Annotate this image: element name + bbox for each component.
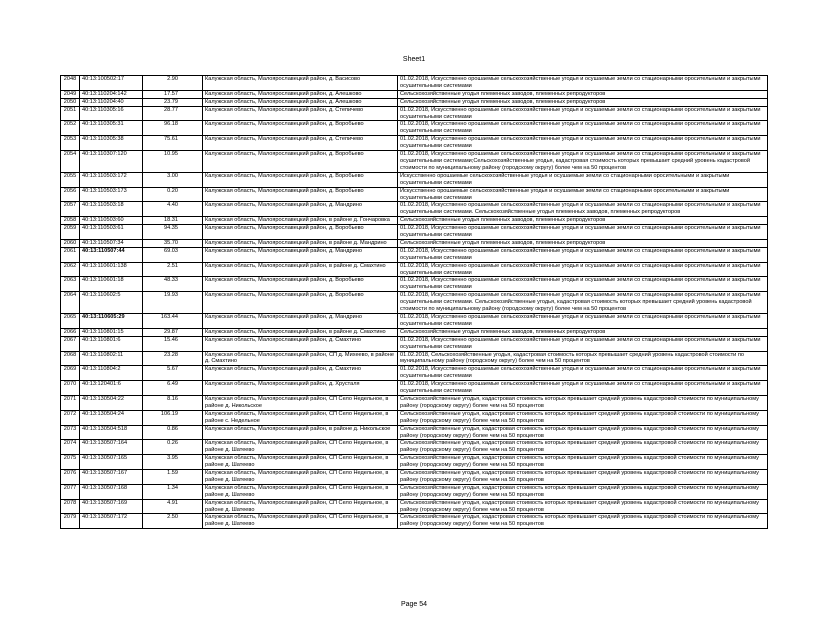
address-cell: Калужская область, Малоярославецкий район, д. Воробьево [203, 187, 398, 202]
table-row [61, 292, 768, 314]
description-cell: Сельскохозяйственные угодья, кадастровая стоимость которых превышает средний уровень кадастровой стоимости по муниципальному району (городскому округу) более чем на 50 процентов [398, 395, 768, 410]
table-row [61, 395, 768, 410]
area-cell: 10.95 [143, 151, 203, 173]
address-cell: Калужская область, Малоярославецкий район, д. Мандрино [203, 247, 398, 262]
table-row [61, 381, 768, 396]
table-row [61, 277, 768, 292]
row-number-cell: 2065 [61, 314, 80, 329]
cadastral-number-cell: 40:13:130507:172 [80, 514, 143, 529]
row-number-cell: 2075 [61, 455, 80, 470]
cadastral-number-cell: 40:13:130504:24 [80, 410, 143, 425]
address-cell: Калужская область, Малоярославецкий район, СП Село Недельное, в районе д. Шатеево [203, 499, 398, 514]
area-cell: 2.90 [143, 76, 203, 91]
row-number-cell: 2071 [61, 395, 80, 410]
cadastral-number-cell: 40:13:130507:167 [80, 470, 143, 485]
description-cell: Сельскохозяйственные угодья, кадастровая стоимость которых превышает средний уровень кадастровой стоимости по муниципальному району (городскому округу) более чем на 50 процентов [398, 514, 768, 529]
row-number-cell: 2056 [61, 187, 80, 202]
address-cell: Калужская область, Малоярославецкий район, д. Мандрино [203, 202, 398, 217]
cadastral-number-cell: 40:13:110305:16 [80, 106, 143, 121]
description-cell: Сельскохозяйственные угодья, кадастровая стоимость которых превышает средний уровень кадастровой стоимости по муниципальному району (городскому округу) более чем на 50 процентов [398, 484, 768, 499]
cadastral-number-cell: 40:13:110507:34 [80, 239, 143, 247]
row-number-cell: 2048 [61, 76, 80, 91]
cadastral-number-cell: 40:13:130507:164 [80, 440, 143, 455]
table-body [61, 76, 768, 529]
table-row [61, 499, 768, 514]
row-number-cell: 2066 [61, 328, 80, 336]
description-cell: Сельскохозяйственные угодья, кадастровая стоимость которых превышает средний уровень кадастровой стоимости по муниципальному району (городскому округу) более чем на 50 процентов [398, 470, 768, 485]
address-cell: Калужская область, Малоярославецкий район, д. Мандрино [203, 314, 398, 329]
description-cell: Сельскохозяйственные угодья, кадастровая стоимость которых превышает средний уровень кадастровой стоимости по муниципальному району (городскому округу) более чем на 50 процентов [398, 455, 768, 470]
area-cell: 94.35 [143, 225, 203, 240]
address-cell: Калужская область, Малоярославецкий район, д. Воробьево [203, 172, 398, 187]
address-cell: Калужская область, Малоярославецкий район, д. Воробьево [203, 277, 398, 292]
row-number-cell: 2060 [61, 239, 80, 247]
area-cell: 0.26 [143, 440, 203, 455]
cadastral-number-cell: 40:13:110503:173 [80, 187, 143, 202]
description-cell: Сельскохозяйственные угодья племенных заводов, племенных репродукторов [398, 239, 768, 247]
description-cell: 01.02.2018, Искусственно орошаемые сельскохозяйственные угодья и осушаемые земли со стационарными оросительными и закрытыми осушительными системами [398, 381, 768, 396]
description-cell: 01.02.2018, Искусственно орошаемые сельскохозяйственные угодья и осушаемые земли со стационарными оросительными и закрытыми осушительными системами;Сельскохозяйственные угодья, кадастровая стоимость которых превышает средний уровень кадастровой стоимости по муниципальному району (городскому округу) более чем на 50 процентов [398, 151, 768, 173]
row-number-cell: 2062 [61, 262, 80, 277]
address-cell: Калужская область, Малоярославецкий район, д. Хрусталя [203, 381, 398, 396]
area-cell: 23.79 [143, 98, 203, 106]
row-number-cell: 2070 [61, 381, 80, 396]
cadastral-number-cell: 40:13:130504:22 [80, 395, 143, 410]
row-number-cell: 2052 [61, 121, 80, 136]
description-cell: Сельскохозяйственные угодья племенных заводов, племенных репродукторов [398, 90, 768, 98]
address-cell: Калужская область, Малоярославецкий район, д. Смахтино [203, 336, 398, 351]
area-cell: 75.61 [143, 136, 203, 151]
cadastral-number-cell: 40:13:110307:120 [80, 151, 143, 173]
table-row [61, 76, 768, 91]
area-cell: 6.49 [143, 381, 203, 396]
address-cell: Калужская область, Малоярославецкий район, д. Смахтино [203, 366, 398, 381]
description-cell: 01.02.2018, Искусственно орошаемые сельскохозяйственные угодья и осушаемые земли со стационарными оросительными и закрытыми осушительными системами [398, 76, 768, 91]
area-cell: 2.51 [143, 262, 203, 277]
area-cell: 19.93 [143, 292, 203, 314]
address-cell: Калужская область, Малоярославецкий район, в районе д. Мандрино [203, 239, 398, 247]
table-row [61, 98, 768, 106]
row-number-cell: 2067 [61, 336, 80, 351]
row-number-cell: 2055 [61, 172, 80, 187]
area-cell: 0.20 [143, 187, 203, 202]
cadastral-number-cell: 40:13:110503:60 [80, 217, 143, 225]
address-cell: Калужская область, Малоярославецкий район, в районе д. Гончаровка [203, 217, 398, 225]
page-number: Page 54 [400, 601, 428, 608]
address-cell: Калужская область, Малоярославецкий район, д. Алешково [203, 98, 398, 106]
cadastral-number-cell: 40:13:110605:29 [80, 314, 143, 329]
address-cell: Калужская область, Малоярославецкий район, д. Воробьево [203, 292, 398, 314]
cadastral-number-cell: 40:13:110503:172 [80, 172, 143, 187]
description-cell: Сельскохозяйственные угодья, кадастровая стоимость которых превышает средний уровень кадастровой стоимости по муниципальному району (городскому округу) более чем на 50 процентов [398, 410, 768, 425]
table-row [61, 172, 768, 187]
cadastral-number-cell: 40:13:130504:518 [80, 425, 143, 440]
row-number-cell: 2074 [61, 440, 80, 455]
cadastral-number-cell: 40:13:110802:11 [80, 351, 143, 366]
cadastral-number-cell: 40:13:110602:5 [80, 292, 143, 314]
cadastral-number-cell: 40:13:110503:18 [80, 202, 143, 217]
area-cell: 69.03 [143, 247, 203, 262]
table-row [61, 187, 768, 202]
description-cell: 01.02.2018, Искусственно орошаемые сельскохозяйственные угодья и осушаемые земли со стационарными оросительными и закрытыми осушительными системами [398, 247, 768, 262]
address-cell: Калужская область, Малоярославецкий район, д. Степичево [203, 136, 398, 151]
row-number-cell: 2063 [61, 277, 80, 292]
cadastral-number-cell: 40:13:110305:38 [80, 136, 143, 151]
cadastral-number-cell: 40:13:110801:6 [80, 336, 143, 351]
row-number-cell: 2072 [61, 410, 80, 425]
cadastral-number-cell: 40:13:130507:165 [80, 455, 143, 470]
table-row [61, 121, 768, 136]
description-cell: Искусственно орошаемые сельскохозяйственные угодья и осушаемые земли со стационарными оросительными и закрытыми осушительными системами [398, 187, 768, 202]
address-cell: Калужская область, Малоярославецкий район, д. Воробьево [203, 225, 398, 240]
address-cell: Калужская область, Малоярославецкий район, д. Воробьево [203, 151, 398, 173]
row-number-cell: 2049 [61, 90, 80, 98]
table-row [61, 239, 768, 247]
cadastral-number-cell: 40:13:110801:15 [80, 328, 143, 336]
address-cell: Калужская область, Малоярославецкий район, в районе д. Никольское [203, 425, 398, 440]
address-cell: Калужская область, Малоярославецкий район, СП Село Недельное, в районе с. Недельное [203, 410, 398, 425]
table-row [61, 440, 768, 455]
row-number-cell: 2068 [61, 351, 80, 366]
address-cell: Калужская область, Малоярославецкий район, СП Село Недельное, в районе д. Шатеево [203, 440, 398, 455]
row-number-cell: 2077 [61, 484, 80, 499]
table-row [61, 90, 768, 98]
table-row [61, 262, 768, 277]
description-cell: Сельскохозяйственные угодья, кадастровая стоимость которых превышает средний уровень кадастровой стоимости по муниципальному району (городскому округу) более чем на 50 процентов [398, 425, 768, 440]
description-cell: 01.02.2018, Искусственно орошаемые сельскохозяйственные угодья и осушаемые земли со стационарными оросительными и закрытыми осушительными системами [398, 262, 768, 277]
table-row [61, 336, 768, 351]
area-cell: 35.70 [143, 239, 203, 247]
row-number-cell: 2050 [61, 98, 80, 106]
table-row [61, 410, 768, 425]
description-cell: 01.02.2018, Искусственно орошаемые сельскохозяйственные угодья и осушаемые земли со стационарными оросительными и закрытыми осушительными системами [398, 366, 768, 381]
area-cell: 0.86 [143, 425, 203, 440]
description-cell: 01.02.2018, Искусственно орошаемые сельскохозяйственные угодья и осушаемые земли со стационарными оросительными и закрытыми осушительными системами [398, 336, 768, 351]
table-row [61, 106, 768, 121]
table-row [61, 247, 768, 262]
cadastral-number-cell: 40:13:110204:142 [80, 90, 143, 98]
cadastral-number-cell: 40:13:130507:168 [80, 484, 143, 499]
description-cell: Сельскохозяйственные угодья племенных заводов, племенных репродукторов [398, 328, 768, 336]
address-cell: Калужская область, Малоярославецкий район, СП Село Недельное, в районе д. Шатеево [203, 470, 398, 485]
table-row [61, 217, 768, 225]
area-cell: 28.77 [143, 106, 203, 121]
row-number-cell: 2064 [61, 292, 80, 314]
area-cell: 15.46 [143, 336, 203, 351]
cadastral-number-cell: 40:13:110204:40 [80, 98, 143, 106]
cadastral-number-cell: 40:13:110804:2 [80, 366, 143, 381]
table-row [61, 484, 768, 499]
row-number-cell: 2053 [61, 136, 80, 151]
table-row [61, 151, 768, 173]
cadastral-number-cell: 40:13:110601:138 [80, 262, 143, 277]
cadastral-number-cell: 40:13:110507:44 [80, 247, 143, 262]
row-number-cell: 2073 [61, 425, 80, 440]
area-cell: 3.95 [143, 455, 203, 470]
row-number-cell: 2079 [61, 514, 80, 529]
row-number-cell: 2078 [61, 499, 80, 514]
address-cell: Калужская область, Малоярославецкий район, в районе д. Смахтино [203, 328, 398, 336]
row-number-cell: 2069 [61, 366, 80, 381]
table-row [61, 425, 768, 440]
table-row [61, 225, 768, 240]
cadastral-number-cell: 40:13:110503:61 [80, 225, 143, 240]
area-cell: 2.50 [143, 514, 203, 529]
land-registry-table [60, 75, 768, 529]
area-cell: 1.59 [143, 470, 203, 485]
area-cell: 96.18 [143, 121, 203, 136]
row-number-cell: 2054 [61, 151, 80, 173]
description-cell: 01.02.2018, Искусственно орошаемые сельскохозяйственные угодья и осушаемые земли со стационарными оросительными и закрытыми осушительными системами [398, 225, 768, 240]
description-cell: Искусственно орошаемые сельскохозяйственные угодья и осушаемые земли со стационарными оросительными и закрытыми осушительными системами [398, 172, 768, 187]
row-number-cell: 2061 [61, 247, 80, 262]
address-cell: Калужская область, Малоярославецкий район, СП д. Михеево, в районе д. Смахтино [203, 351, 398, 366]
cadastral-number-cell: 40:13:130507:169 [80, 499, 143, 514]
description-cell: 01.02.2018, Искусственно орошаемые сельскохозяйственные угодья и осушаемые земли со стационарными оросительными и закрытыми осушительными системами [398, 314, 768, 329]
row-number-cell: 2057 [61, 202, 80, 217]
description-cell: 01.02.2018, Искусственно орошаемые сельскохозяйственные угодья и осушаемые земли со стационарными оросительными и закрытыми осушительными системами [398, 136, 768, 151]
cadastral-number-cell: 40:13:120401:6 [80, 381, 143, 396]
row-number-cell: 2076 [61, 470, 80, 485]
description-cell: 01.02.2018, Искусственно орошаемые сельскохозяйственные угодья и осушаемые земли со стационарными оросительными и закрытыми осушительными системами [398, 277, 768, 292]
area-cell: 4.40 [143, 202, 203, 217]
sheet-title: Sheet1 [402, 56, 426, 63]
table-row [61, 351, 768, 366]
area-cell: 23.28 [143, 351, 203, 366]
row-number-cell: 2058 [61, 217, 80, 225]
row-number-cell: 2059 [61, 225, 80, 240]
row-number-cell: 2051 [61, 106, 80, 121]
area-cell: 1.34 [143, 484, 203, 499]
description-cell: 01.02.2018, Искусственно орошаемые сельскохозяйственные угодья и осушаемые земли со стационарными оросительными и закрытыми осушительными системами [398, 106, 768, 121]
address-cell: Калужская область, Малоярославецкий район, в районе д. Смахтино [203, 262, 398, 277]
description-cell: Сельскохозяйственные угодья, кадастровая стоимость которых превышает средний уровень кадастровой стоимости по муниципальному району (городскому округу) более чем на 50 процентов [398, 499, 768, 514]
area-cell: 106.19 [143, 410, 203, 425]
address-cell: Калужская область, Малоярославецкий район, д. Степичево [203, 106, 398, 121]
table-row [61, 314, 768, 329]
address-cell: Калужская область, Малоярославецкий район, СП Село Недельное, в районе д. Шатеево [203, 484, 398, 499]
address-cell: Калужская область, Малоярославецкий район, д. Алешково [203, 90, 398, 98]
table-row [61, 366, 768, 381]
area-cell: 48.33 [143, 277, 203, 292]
description-cell: 01.02.2018, Сельскохозяйственные угодья, кадастровая стоимость которых превышает средний уровень кадастровой стоимости по муниципальному району (городскому округу) более чем на 50 процентов [398, 351, 768, 366]
description-cell: Сельскохозяйственные угодья племенных заводов, племенных репродукторов [398, 98, 768, 106]
address-cell: Калужская область, Малоярославецкий район, д. Воробьево [203, 121, 398, 136]
area-cell: 18.31 [143, 217, 203, 225]
cadastral-number-cell: 40:13:110305:31 [80, 121, 143, 136]
table-row [61, 470, 768, 485]
cadastral-number-cell: 40:13:110601:18 [80, 277, 143, 292]
address-cell: Калужская область, Малоярославецкий район, СП Село Недельное, в районе д. Шатеево [203, 514, 398, 529]
area-cell: 29.87 [143, 328, 203, 336]
table-row [61, 514, 768, 529]
table-row [61, 136, 768, 151]
description-cell: 01.02.2018, Искусственно орошаемые сельскохозяйственные угодья и осушаемые земли со стационарными оросительными и закрытыми осушительными системами [398, 121, 768, 136]
description-cell: 01.02.2018, Искусственно орошаемые сельскохозяйственные угодья и осушаемые земли со стационарными оросительными и закрытыми осушительными системами. Сельскохозяйственные угодья, кадастровая стоимость которых превышает средний уровень кадастровой стоимости по муниципальному району (городскому округу) более чем на 50 процентов [398, 292, 768, 314]
table-row [61, 328, 768, 336]
area-cell: 5.67 [143, 366, 203, 381]
table-row [61, 455, 768, 470]
area-cell: 163.44 [143, 314, 203, 329]
address-cell: Калужская область, Малоярославецкий район, СП Село Недельное, в районе д. Шатеево [203, 455, 398, 470]
description-cell: 01.02.2018, Искусственно орошаемые сельскохозяйственные угодья и осушаемые земли со стационарными оросительными и закрытыми осушительными системами. Сельскохозяйственные угодья племенных заводов, племенных репродукторов [398, 202, 768, 217]
address-cell: Калужская область, Малоярославецкий район, СП Село Недельное, в районе д. Никольское [203, 395, 398, 410]
area-cell: 4.91 [143, 499, 203, 514]
area-cell: 3.00 [143, 172, 203, 187]
table-row [61, 202, 768, 217]
area-cell: 8.16 [143, 395, 203, 410]
cadastral-number-cell: 40:13:100502:17 [80, 76, 143, 91]
address-cell: Калужская область, Малоярославецкий район, д. Васисово [203, 76, 398, 91]
area-cell: 17.57 [143, 90, 203, 98]
description-cell: Сельскохозяйственные угодья, кадастровая стоимость которых превышает средний уровень кадастровой стоимости по муниципальному району (городскому округу) более чем на 50 процентов [398, 440, 768, 455]
description-cell: Сельскохозяйственные угодья племенных заводов, племенных репродукторов [398, 217, 768, 225]
